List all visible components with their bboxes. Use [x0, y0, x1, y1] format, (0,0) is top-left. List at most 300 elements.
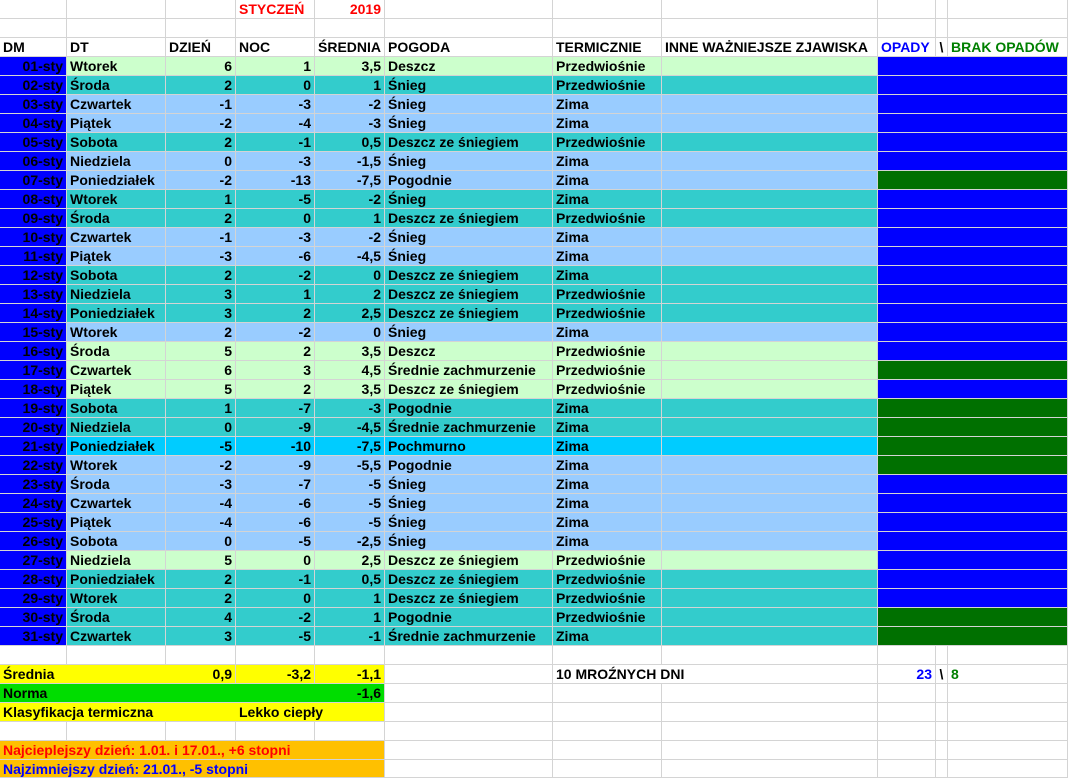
weather[interactable]: Deszcz ze śniegiem [385, 133, 553, 152]
mean-temp[interactable]: -2 [315, 228, 385, 247]
day-temp[interactable]: -2 [166, 456, 236, 475]
night-temp[interactable]: 1 [236, 285, 315, 304]
cell[interactable] [948, 0, 1068, 19]
day-temp[interactable]: 4 [166, 608, 236, 627]
day-of-week[interactable]: Czwartek [67, 95, 166, 114]
column-header-termicznie[interactable]: TERMICZNIE [553, 38, 662, 57]
column-header-brak-opadow[interactable]: BRAK OPADÓW [948, 38, 1068, 57]
column-header-inne[interactable]: INNE WAŻNIEJSZE ZJAWISKA [662, 38, 878, 57]
night-temp[interactable]: -5 [236, 627, 315, 646]
cell[interactable] [0, 722, 67, 741]
mean-temp[interactable]: -3 [315, 114, 385, 133]
other-phenomena[interactable] [662, 95, 878, 114]
date-cell[interactable]: 21-sty [0, 437, 67, 456]
precipitation-marker[interactable] [878, 513, 1068, 532]
cell[interactable] [662, 760, 878, 778]
thermal-season[interactable]: Przedwiośnie [553, 133, 662, 152]
brak-count[interactable]: 8 [948, 665, 1068, 684]
cell[interactable] [385, 0, 553, 19]
day-temp[interactable]: 3 [166, 285, 236, 304]
date-cell[interactable]: 05-sty [0, 133, 67, 152]
thermal-season[interactable]: Przedwiośnie [553, 361, 662, 380]
date-cell[interactable]: 02-sty [0, 76, 67, 95]
mean-temp[interactable]: 3,5 [315, 380, 385, 399]
class-value[interactable]: Lekko ciepły [236, 703, 385, 722]
column-header-separator[interactable]: \ [936, 38, 948, 57]
precipitation-marker[interactable] [878, 114, 1068, 133]
thermal-season[interactable]: Zima [553, 171, 662, 190]
night-temp[interactable]: -5 [236, 532, 315, 551]
cell[interactable] [878, 684, 936, 703]
night-temp[interactable]: -13 [236, 171, 315, 190]
other-phenomena[interactable] [662, 133, 878, 152]
precipitation-marker[interactable] [878, 380, 1068, 399]
date-cell[interactable]: 30-sty [0, 608, 67, 627]
mean-temp[interactable]: 0,5 [315, 133, 385, 152]
night-temp[interactable]: -2 [236, 323, 315, 342]
weather[interactable]: Śnieg [385, 475, 553, 494]
precipitation-marker[interactable] [878, 285, 1068, 304]
cell[interactable] [878, 0, 936, 19]
night-temp[interactable]: -3 [236, 228, 315, 247]
weather[interactable]: Śnieg [385, 114, 553, 133]
cell[interactable] [166, 19, 236, 38]
day-temp[interactable]: 3 [166, 627, 236, 646]
precipitation-marker[interactable] [878, 95, 1068, 114]
mean-temp[interactable]: 2,5 [315, 304, 385, 323]
date-cell[interactable]: 24-sty [0, 494, 67, 513]
cell[interactable] [553, 646, 662, 665]
cell[interactable] [166, 722, 236, 741]
date-cell[interactable]: 11-sty [0, 247, 67, 266]
cell[interactable] [878, 741, 936, 760]
thermal-season[interactable]: Zima [553, 494, 662, 513]
other-phenomena[interactable] [662, 380, 878, 399]
weather[interactable]: Średnie zachmurzenie [385, 418, 553, 437]
weather[interactable]: Średnie zachmurzenie [385, 627, 553, 646]
day-of-week[interactable]: Środa [67, 76, 166, 95]
day-temp[interactable]: 5 [166, 551, 236, 570]
mean-temp[interactable]: 0 [315, 323, 385, 342]
thermal-season[interactable]: Przedwiośnie [553, 380, 662, 399]
day-temp[interactable]: 2 [166, 133, 236, 152]
cell[interactable] [553, 19, 662, 38]
date-cell[interactable]: 14-sty [0, 304, 67, 323]
other-phenomena[interactable] [662, 418, 878, 437]
mean-temp[interactable]: -4,5 [315, 418, 385, 437]
cell[interactable] [878, 760, 936, 778]
cell[interactable] [948, 703, 1068, 722]
weather[interactable]: Średnie zachmurzenie [385, 361, 553, 380]
day-of-week[interactable]: Środa [67, 475, 166, 494]
other-phenomena[interactable] [662, 247, 878, 266]
mean-temp[interactable]: 4,5 [315, 361, 385, 380]
precipitation-marker[interactable] [878, 76, 1068, 95]
column-header-dt[interactable]: DT [67, 38, 166, 57]
thermal-season[interactable]: Zima [553, 152, 662, 171]
cell[interactable] [315, 646, 385, 665]
other-phenomena[interactable] [662, 513, 878, 532]
weather[interactable]: Śnieg [385, 494, 553, 513]
cell[interactable] [936, 19, 948, 38]
day-of-week[interactable]: Piątek [67, 114, 166, 133]
cell[interactable] [385, 665, 553, 684]
cell[interactable] [236, 722, 315, 741]
column-header-noc[interactable]: NOC [236, 38, 315, 57]
other-phenomena[interactable] [662, 437, 878, 456]
cell[interactable] [385, 19, 553, 38]
night-temp[interactable]: 2 [236, 380, 315, 399]
precipitation-marker[interactable] [878, 190, 1068, 209]
night-temp[interactable]: -7 [236, 399, 315, 418]
thermal-season[interactable]: Zima [553, 228, 662, 247]
day-of-week[interactable]: Niedziela [67, 152, 166, 171]
cell[interactable] [67, 722, 166, 741]
cell[interactable] [948, 760, 1068, 778]
thermal-season[interactable]: Zima [553, 456, 662, 475]
weather[interactable]: Pogodnie [385, 456, 553, 475]
cell[interactable] [385, 703, 553, 722]
thermal-season[interactable]: Zima [553, 437, 662, 456]
mean-temp[interactable]: -7,5 [315, 171, 385, 190]
night-temp[interactable]: -2 [236, 266, 315, 285]
precipitation-marker[interactable] [878, 342, 1068, 361]
cell[interactable] [67, 0, 166, 19]
other-phenomena[interactable] [662, 589, 878, 608]
mean-temp[interactable]: -5 [315, 475, 385, 494]
month-title[interactable]: STYCZEŃ [236, 0, 315, 19]
night-temp[interactable]: 0 [236, 551, 315, 570]
cell[interactable] [948, 741, 1068, 760]
mean-temp[interactable]: -2 [315, 190, 385, 209]
weather[interactable]: Deszcz ze śniegiem [385, 209, 553, 228]
precipitation-marker[interactable] [878, 209, 1068, 228]
date-cell[interactable]: 31-sty [0, 627, 67, 646]
weather[interactable]: Pogodnie [385, 608, 553, 627]
other-phenomena[interactable] [662, 304, 878, 323]
precipitation-marker[interactable] [878, 304, 1068, 323]
mean-temp[interactable]: -5 [315, 513, 385, 532]
cell[interactable] [553, 760, 662, 778]
other-phenomena[interactable] [662, 399, 878, 418]
date-cell[interactable]: 01-sty [0, 57, 67, 76]
day-of-week[interactable]: Piątek [67, 513, 166, 532]
thermal-season[interactable]: Przedwiośnie [553, 304, 662, 323]
thermal-season[interactable]: Zima [553, 247, 662, 266]
night-temp[interactable]: -6 [236, 247, 315, 266]
other-phenomena[interactable] [662, 266, 878, 285]
thermal-season[interactable]: Przedwiośnie [553, 608, 662, 627]
cell[interactable] [936, 703, 948, 722]
date-cell[interactable]: 03-sty [0, 95, 67, 114]
day-temp[interactable]: -1 [166, 228, 236, 247]
cell[interactable] [948, 684, 1068, 703]
day-of-week[interactable]: Czwartek [67, 361, 166, 380]
column-header-dzien[interactable]: DZIEŃ [166, 38, 236, 57]
cell[interactable] [67, 19, 166, 38]
day-of-week[interactable]: Czwartek [67, 228, 166, 247]
cell[interactable] [236, 646, 315, 665]
cell[interactable] [553, 703, 662, 722]
cell[interactable] [385, 741, 553, 760]
cell[interactable] [385, 760, 553, 778]
date-cell[interactable]: 04-sty [0, 114, 67, 133]
no-precipitation-marker[interactable] [878, 399, 1068, 418]
other-phenomena[interactable] [662, 323, 878, 342]
other-phenomena[interactable] [662, 475, 878, 494]
cell[interactable] [948, 722, 1068, 741]
precipitation-marker[interactable] [878, 494, 1068, 513]
mean-temp[interactable]: -2 [315, 95, 385, 114]
date-cell[interactable]: 19-sty [0, 399, 67, 418]
weather[interactable]: Deszcz ze śniegiem [385, 380, 553, 399]
weather[interactable]: Deszcz ze śniegiem [385, 551, 553, 570]
other-phenomena[interactable] [662, 608, 878, 627]
day-of-week[interactable]: Niedziela [67, 551, 166, 570]
no-precipitation-marker[interactable] [878, 437, 1068, 456]
day-temp[interactable]: -4 [166, 494, 236, 513]
average-label[interactable]: Średnia [0, 665, 166, 684]
weather[interactable]: Śnieg [385, 532, 553, 551]
mean-temp[interactable]: 2 [315, 285, 385, 304]
thermal-season[interactable]: Przedwiośnie [553, 570, 662, 589]
mean-temp[interactable]: -3 [315, 399, 385, 418]
cell[interactable] [553, 741, 662, 760]
day-temp[interactable]: 1 [166, 399, 236, 418]
mean-temp[interactable]: -5,5 [315, 456, 385, 475]
weather[interactable]: Deszcz ze śniegiem [385, 304, 553, 323]
weather[interactable]: Deszcz ze śniegiem [385, 570, 553, 589]
precipitation-marker[interactable] [878, 133, 1068, 152]
date-cell[interactable]: 10-sty [0, 228, 67, 247]
no-precipitation-marker[interactable] [878, 171, 1068, 190]
thermal-season[interactable]: Przedwiośnie [553, 551, 662, 570]
weather[interactable]: Pogodnie [385, 399, 553, 418]
other-phenomena[interactable] [662, 190, 878, 209]
weather[interactable]: Śnieg [385, 190, 553, 209]
day-temp[interactable]: 0 [166, 418, 236, 437]
day-temp[interactable]: 6 [166, 57, 236, 76]
cell[interactable] [662, 741, 878, 760]
cell[interactable] [0, 19, 67, 38]
day-of-week[interactable]: Wtorek [67, 456, 166, 475]
thermal-season[interactable]: Przedwiośnie [553, 57, 662, 76]
cell[interactable] [315, 722, 385, 741]
date-cell[interactable]: 23-sty [0, 475, 67, 494]
norma-label[interactable]: Norma [0, 684, 315, 703]
norma-value[interactable]: -1,6 [315, 684, 385, 703]
count-separator[interactable]: \ [936, 665, 948, 684]
day-temp[interactable]: 2 [166, 323, 236, 342]
cell[interactable] [948, 646, 1068, 665]
day-temp[interactable]: 5 [166, 342, 236, 361]
no-precipitation-marker[interactable] [878, 361, 1068, 380]
mean-temp[interactable]: 0 [315, 266, 385, 285]
day-temp[interactable]: -3 [166, 247, 236, 266]
date-cell[interactable]: 18-sty [0, 380, 67, 399]
no-precipitation-marker[interactable] [878, 608, 1068, 627]
date-cell[interactable]: 08-sty [0, 190, 67, 209]
day-temp[interactable]: -5 [166, 437, 236, 456]
day-of-week[interactable]: Sobota [67, 266, 166, 285]
cell[interactable] [0, 0, 67, 19]
precipitation-marker[interactable] [878, 570, 1068, 589]
date-cell[interactable]: 25-sty [0, 513, 67, 532]
day-of-week[interactable]: Sobota [67, 133, 166, 152]
cell[interactable] [553, 684, 662, 703]
year-title[interactable]: 2019 [315, 0, 385, 19]
cell[interactable] [662, 646, 878, 665]
cell[interactable] [936, 760, 948, 778]
night-temp[interactable]: -6 [236, 494, 315, 513]
day-of-week[interactable]: Piątek [67, 380, 166, 399]
cell[interactable] [385, 646, 553, 665]
night-temp[interactable]: 0 [236, 209, 315, 228]
night-temp[interactable]: 3 [236, 361, 315, 380]
day-temp[interactable]: 2 [166, 76, 236, 95]
thermal-season[interactable]: Zima [553, 513, 662, 532]
cell[interactable] [878, 722, 936, 741]
average-mean[interactable]: -1,1 [315, 665, 385, 684]
day-of-week[interactable]: Niedziela [67, 285, 166, 304]
weather[interactable]: Pogodnie [385, 171, 553, 190]
night-temp[interactable]: 2 [236, 304, 315, 323]
cell[interactable] [166, 646, 236, 665]
precipitation-marker[interactable] [878, 57, 1068, 76]
day-temp[interactable]: 0 [166, 152, 236, 171]
no-precipitation-marker[interactable] [878, 456, 1068, 475]
night-temp[interactable]: -3 [236, 95, 315, 114]
day-temp[interactable]: -2 [166, 171, 236, 190]
night-temp[interactable]: 0 [236, 589, 315, 608]
warmest-day[interactable]: Najcieplejszy dzień: 1.01. i 17.01., +6 stopni [0, 741, 385, 760]
column-header-opady[interactable]: OPADY [878, 38, 936, 57]
cell[interactable] [315, 19, 385, 38]
day-of-week[interactable]: Środa [67, 608, 166, 627]
weather[interactable]: Pochmurno [385, 437, 553, 456]
day-temp[interactable]: 5 [166, 380, 236, 399]
column-header-dm[interactable]: DM [0, 38, 67, 57]
thermal-season[interactable]: Zima [553, 399, 662, 418]
date-cell[interactable]: 07-sty [0, 171, 67, 190]
day-of-week[interactable]: Wtorek [67, 190, 166, 209]
date-cell[interactable]: 16-sty [0, 342, 67, 361]
thermal-season[interactable]: Zima [553, 323, 662, 342]
precipitation-marker[interactable] [878, 532, 1068, 551]
night-temp[interactable]: -5 [236, 190, 315, 209]
cell[interactable] [948, 19, 1068, 38]
thermal-season[interactable]: Zima [553, 532, 662, 551]
night-temp[interactable]: 0 [236, 76, 315, 95]
precipitation-marker[interactable] [878, 589, 1068, 608]
mean-temp[interactable]: 3,5 [315, 342, 385, 361]
mean-temp[interactable]: -2,5 [315, 532, 385, 551]
thermal-season[interactable]: Zima [553, 95, 662, 114]
weather[interactable]: Śnieg [385, 76, 553, 95]
day-temp[interactable]: 3 [166, 304, 236, 323]
day-of-week[interactable]: Poniedziałek [67, 171, 166, 190]
cell[interactable] [385, 722, 553, 741]
mean-temp[interactable]: 2,5 [315, 551, 385, 570]
weather[interactable]: Deszcz [385, 57, 553, 76]
weather[interactable]: Śnieg [385, 95, 553, 114]
other-phenomena[interactable] [662, 152, 878, 171]
date-cell[interactable]: 26-sty [0, 532, 67, 551]
day-of-week[interactable]: Sobota [67, 532, 166, 551]
thermal-season[interactable]: Przedwiośnie [553, 76, 662, 95]
day-of-week[interactable]: Sobota [67, 399, 166, 418]
other-phenomena[interactable] [662, 76, 878, 95]
mean-temp[interactable]: -5 [315, 494, 385, 513]
cell[interactable] [166, 0, 236, 19]
cell[interactable] [67, 646, 166, 665]
date-cell[interactable]: 28-sty [0, 570, 67, 589]
frost-days[interactable]: 10 MROŹNYCH DNI [553, 665, 878, 684]
mean-temp[interactable]: 3,5 [315, 57, 385, 76]
precipitation-marker[interactable] [878, 266, 1068, 285]
coldest-day[interactable]: Najzimniejszy dzień: 21.01., -5 stopni [0, 760, 385, 778]
night-temp[interactable]: -9 [236, 456, 315, 475]
other-phenomena[interactable] [662, 361, 878, 380]
weather[interactable]: Deszcz ze śniegiem [385, 266, 553, 285]
average-night[interactable]: -3,2 [236, 665, 315, 684]
other-phenomena[interactable] [662, 57, 878, 76]
weather[interactable]: Deszcz ze śniegiem [385, 589, 553, 608]
cell[interactable] [878, 646, 936, 665]
precipitation-marker[interactable] [878, 551, 1068, 570]
cell[interactable] [553, 0, 662, 19]
cell[interactable] [385, 684, 553, 703]
cell[interactable] [662, 684, 878, 703]
night-temp[interactable]: -10 [236, 437, 315, 456]
cell[interactable] [0, 646, 67, 665]
thermal-season[interactable]: Zima [553, 418, 662, 437]
other-phenomena[interactable] [662, 285, 878, 304]
day-temp[interactable]: -1 [166, 95, 236, 114]
cell[interactable] [236, 19, 315, 38]
date-cell[interactable]: 09-sty [0, 209, 67, 228]
thermal-season[interactable]: Zima [553, 627, 662, 646]
average-day[interactable]: 0,9 [166, 665, 236, 684]
weather[interactable]: Śnieg [385, 323, 553, 342]
opady-count[interactable]: 23 [878, 665, 936, 684]
date-cell[interactable]: 06-sty [0, 152, 67, 171]
other-phenomena[interactable] [662, 570, 878, 589]
cell[interactable] [662, 703, 878, 722]
night-temp[interactable]: -1 [236, 570, 315, 589]
date-cell[interactable]: 15-sty [0, 323, 67, 342]
other-phenomena[interactable] [662, 342, 878, 361]
day-temp[interactable]: 1 [166, 190, 236, 209]
night-temp[interactable]: -6 [236, 513, 315, 532]
other-phenomena[interactable] [662, 456, 878, 475]
no-precipitation-marker[interactable] [878, 627, 1068, 646]
class-label[interactable]: Klasyfikacja termiczna [0, 703, 236, 722]
day-temp[interactable]: -2 [166, 114, 236, 133]
other-phenomena[interactable] [662, 228, 878, 247]
mean-temp[interactable]: 1 [315, 608, 385, 627]
cell[interactable] [936, 646, 948, 665]
day-of-week[interactable]: Poniedziałek [67, 570, 166, 589]
thermal-season[interactable]: Przedwiośnie [553, 285, 662, 304]
other-phenomena[interactable] [662, 494, 878, 513]
thermal-season[interactable]: Zima [553, 190, 662, 209]
thermal-season[interactable]: Przedwiośnie [553, 209, 662, 228]
night-temp[interactable]: -3 [236, 152, 315, 171]
thermal-season[interactable]: Zima [553, 114, 662, 133]
thermal-season[interactable]: Zima [553, 266, 662, 285]
column-header-srednia[interactable]: ŚREDNIA [315, 38, 385, 57]
